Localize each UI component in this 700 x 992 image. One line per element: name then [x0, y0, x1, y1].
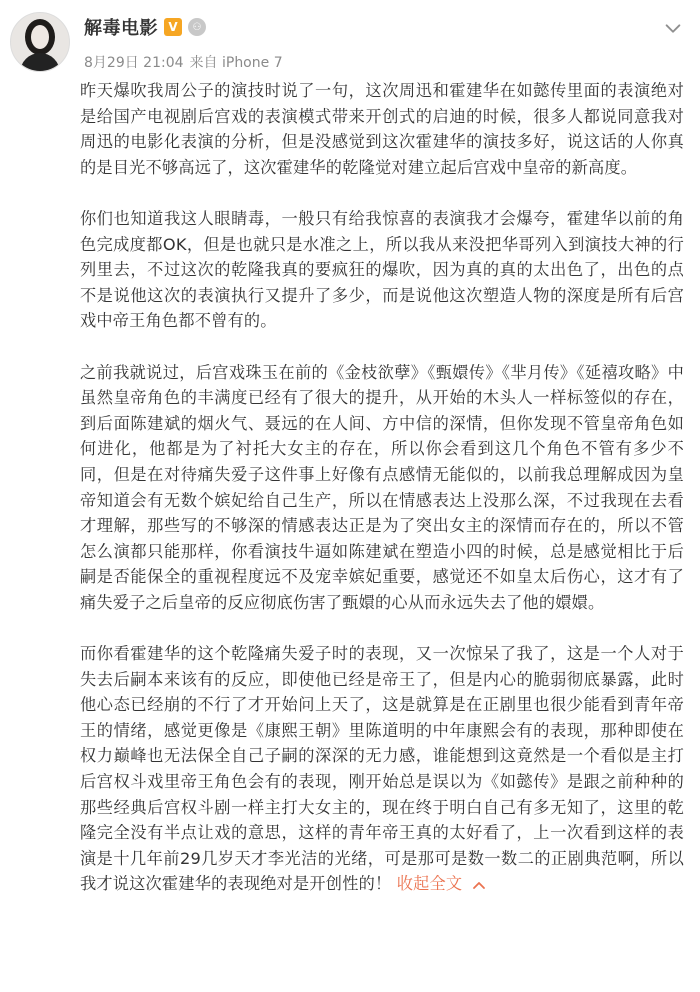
- member-icon: ⚇: [188, 18, 206, 36]
- paragraph-2: 你们也知道我这人眼睛毒，一般只有给我惊喜的表演我才会爆夸，霍建华以前的角色完成度都OK，但是也就只是水准之上，所以我从来没把华哥列入到演技大神的行列里去，不过这次的乾隆我真的要疯狂的爆吹，因为真的真的太出色了，出色的点不是说他这次的表演执行又提升了多少，而是说他这次塑造人物的深度是所有后宫戏中帝王角色都不曾有的。: [80, 208, 684, 331]
- post-timestamp[interactable]: 8月29日 21:04: [84, 55, 184, 71]
- post-source: 来自 iPhone 7: [189, 55, 283, 71]
- collapse-label: 收起全文: [396, 874, 463, 894]
- post-header: [0, 0, 700, 80]
- post-content: [80, 78, 684, 897]
- avatar-face: [31, 25, 49, 49]
- paragraph-1: 昨天爆吹我周公子的演技时说了一句，这次周迅和霍建华在如懿传里面的表演绝对是给国产电视剧后宫戏的表演模式带来开创式的启迪的时候，很多人都说同意我对周迅的电影化表演的分析，但是没感觉到这次霍建华的演技多好，说这话的人你真的是目光不够高远了，这次霍建华的乾隆觉对建立起后宫戏中皇帝的新高度。: [80, 81, 684, 177]
- avatar-body: [20, 53, 60, 72]
- collapse-link[interactable]: [397, 874, 486, 893]
- verified-badge: V: [164, 18, 182, 36]
- user-row: [84, 14, 206, 40]
- author-name[interactable]: 解毒电影: [84, 18, 158, 39]
- paragraph-3: 之前我就说过，后宫戏珠玉在前的《金枝欲孽》《甄嬛传》《芈月传》《延禧攻略》中虽然皇帝角色的丰满度已经有了很大的提升，从开始的木头人一样标签似的存在，到后面陈建斌的烟火气、聂远的在人间、方中信的深情，但你发现不管皇帝角色如何进化，他都是为了衬托大女主的存在，所以你会看到这几个角色不管有多少不同，但是在对待痛失爱子这件事上好像有点感情无能似的，以前我总理解成因为皇帝知道会有无数个嫔妃给自己生产，所以在情感表达上没那么深，不过我现在去看才理解，那些写的不够深的情感表达正是为了突出女主的深情而存在的，所以不管怎么演都只能那样，你看演技牛逼如陈建斌在塑造小四的时候，总是感觉相比于后嗣是否能保全的重视程度远不及宠幸嫔妃重要，感觉还不如皇太后伤心，这才有了痛失爱子之后皇帝的反应彻底伤害了甄嬛的心从而永远失去了他的嬛嬛。: [80, 362, 684, 612]
- paragraph-4-text: 而你看霍建华的这个乾隆痛失爱子时的表现，又一次惊呆了我了，这是一个人对于失去后嗣本来该有的反应，即使他已经是帝王了，但是内心的脆弱彻底暴露，此时他心态已经崩的不行了才开始问上天了，这是就算是在正剧里也很少能看到青年帝王的情绪，感觉更像是《康熙王朝》里陈道明的中年康熙会有的表现，那种即使在权力巅峰也无法保全自己子嗣的深深的无力感，谁能想到这竟然是一个看似是主打后宫权斗戏里帝王角色会有的表现，刚开始总是误以为《如懿传》是跟之前种种的那些经典后宫权斗剧一样主打大女主的，现在终于明白自己有多无知了，这里的乾隆完全没有半点让戏的意思，这样的青年帝王真的太好看了，上一次看到这样的表演是十几年前29几岁天才李光洁的光绪，可是那可是数一数二的正剧典范啊，所以我才说这次霍建华的表现绝对是开创性的！: [80, 644, 684, 894]
- chevron-up-icon: [472, 880, 486, 890]
- chevron-down-icon[interactable]: [662, 18, 684, 40]
- paragraph-4: [80, 641, 684, 897]
- avatar[interactable]: [10, 12, 70, 72]
- post-meta: [84, 52, 283, 72]
